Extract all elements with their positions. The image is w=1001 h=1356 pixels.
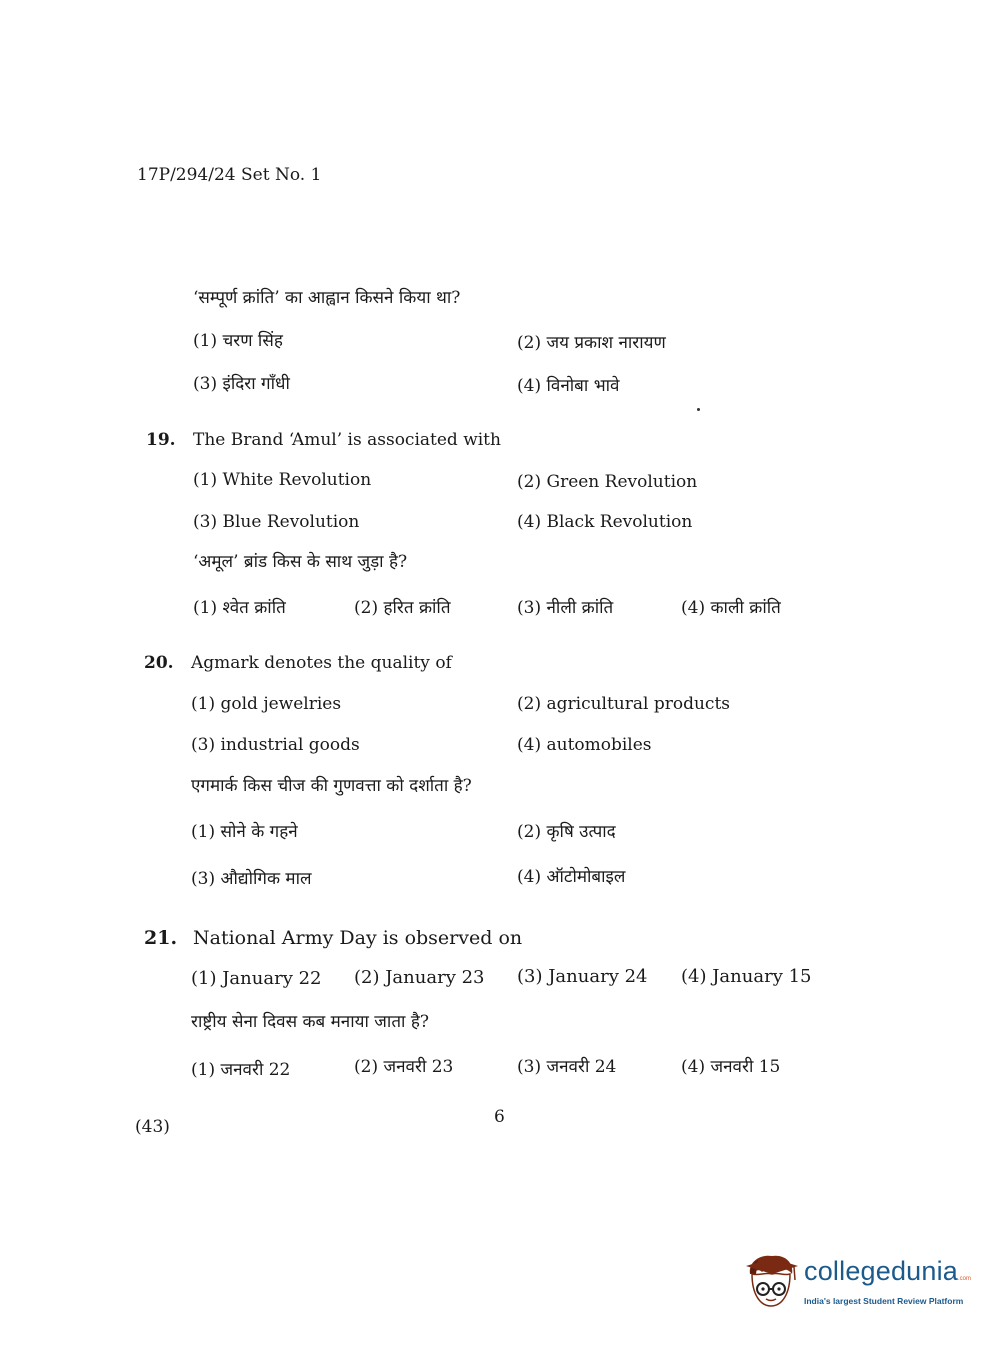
q19-option-3: (3) Blue Revolution [193,512,360,532]
page-number: 6 [494,1107,505,1127]
q18-option-1-hindi: (1) चरण सिंह [193,331,283,351]
collegedunia-logo[interactable] [742,1252,970,1314]
q19-option-2: (2) Green Revolution [517,472,698,492]
q20-option-1: (1) gold jewelries [191,694,342,714]
logo-tagline: India's largest Student Review Platform [804,1296,964,1306]
q21-option-2-hindi: (2) जनवरी 23 [354,1057,454,1077]
q19-number: 19. [146,430,176,450]
q21-question-hindi: राष्ट्रीय सेना दिवस कब मनाया जाता है? [191,1012,429,1032]
logo-tld: .com [958,1276,972,1282]
q21-option-4-hindi: (4) जनवरी 15 [681,1057,781,1077]
q18-option-2-hindi: (2) जय प्रकाश नारायण [517,333,666,353]
q20-question-hindi: एगमार्क किस चीज की गुणवत्ता को दर्शाता है? [191,776,472,796]
q21-number: 21. [144,927,178,949]
q21-option-3: (3) January 24 [517,966,648,987]
q20-question: Agmark denotes the quality of [191,653,452,673]
q21-option-4: (4) January 15 [681,966,812,987]
q18-question-hindi: ‘सम्पूर्ण क्रांति’ का आह्वान किसने किया था? [193,288,461,308]
booklet-code: (43) [135,1117,170,1137]
q20-option-3: (3) industrial goods [191,735,360,755]
q19-option-2-hindi: (2) हरित क्रांति [354,598,451,618]
scan-speck [697,408,700,411]
q19-option-1-hindi: (1) श्वेत क्रांति [193,598,286,618]
q20-number: 20. [144,653,174,673]
q19-option-1: (1) White Revolution [193,470,372,490]
q20-option-3-hindi: (3) औद्योगिक माल [191,869,312,889]
logo-wordmark: collegedunia [804,1256,959,1286]
q20-option-4-hindi: (4) ऑटोमोबाइल [517,867,626,887]
q19-option-3-hindi: (3) नीली क्रांति [517,598,614,618]
q21-question: National Army Day is observed on [193,927,523,949]
q20-option-2: (2) agricultural products [517,694,731,714]
student-mascot-icon [742,1252,802,1314]
q19-option-4: (4) Black Revolution [517,512,693,532]
q21-option-3-hindi: (3) जनवरी 24 [517,1057,617,1077]
q21-option-1-hindi: (1) जनवरी 22 [191,1060,291,1080]
q18-option-3-hindi: (3) इंदिरा गाँधी [193,374,290,394]
q18-option-4-hindi: (4) विनोबा भावे [517,376,620,396]
q20-option-2-hindi: (2) कृषि उत्पाद [517,822,616,842]
q21-option-1: (1) January 22 [191,968,322,989]
q19-option-4-hindi: (4) काली क्रांति [681,598,781,618]
q21-option-2: (2) January 23 [354,967,485,988]
paper-code-header: 17P/294/24 Set No. 1 [137,165,322,185]
q19-question: The Brand ‘Amul’ is associated with [193,430,501,450]
q20-option-1-hindi: (1) सोने के गहने [191,822,298,842]
q20-option-4: (4) automobiles [517,735,652,755]
q19-question-hindi: ‘अमूल’ ब्रांड किस के साथ जुड़ा है? [193,552,408,572]
